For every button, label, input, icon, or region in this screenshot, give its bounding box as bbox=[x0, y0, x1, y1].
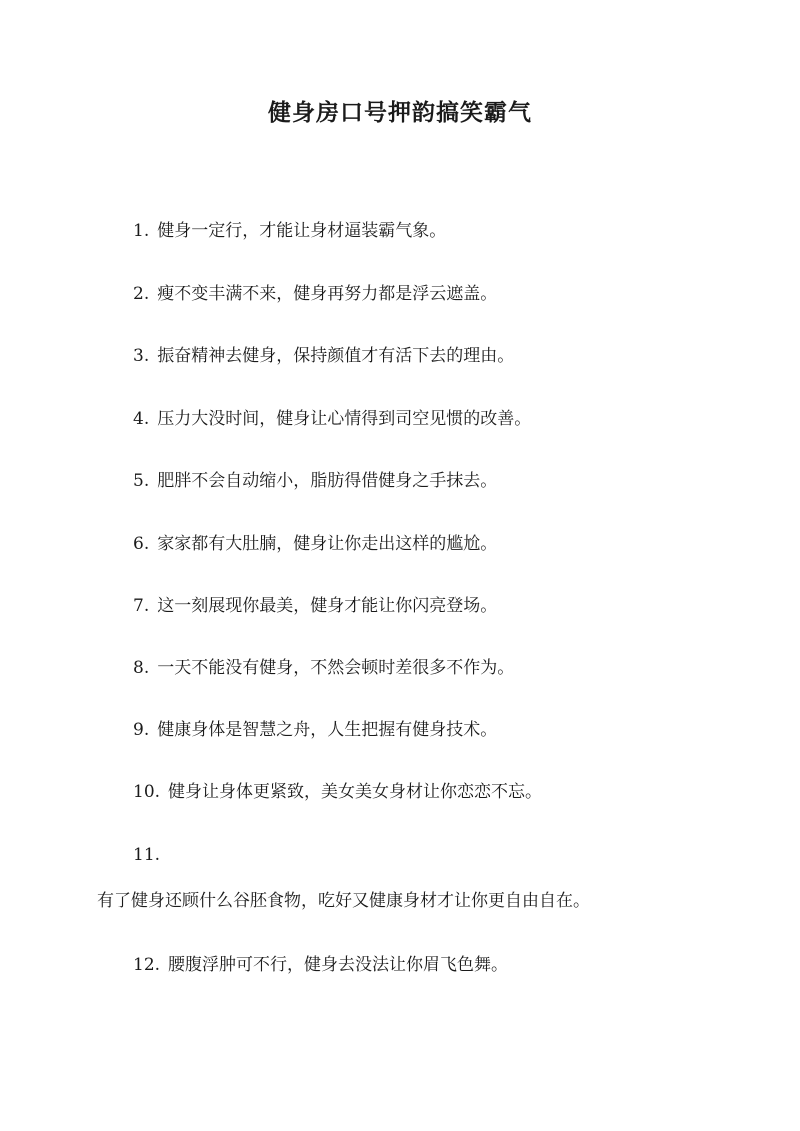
item-number: 12. bbox=[133, 955, 161, 975]
list-item bbox=[133, 407, 531, 431]
item-number: 4. bbox=[133, 409, 150, 429]
item-number: 9. bbox=[133, 720, 150, 740]
document-title: 健身房口号押韵搞笑霸气 bbox=[268, 99, 532, 126]
item-text: 压力大没时间，健身让心情得到司空见惯的改善。 bbox=[157, 409, 532, 429]
list-item bbox=[133, 219, 446, 243]
item-text: 健康身体是智慧之舟，人生把握有健身技术。 bbox=[157, 720, 498, 740]
list-item bbox=[133, 718, 497, 742]
item-text: 振奋精神去健身，保持颜值才有活下去的理由。 bbox=[157, 346, 515, 366]
item-number: 11. bbox=[133, 845, 161, 865]
item-text: 这一刻展现你最美，健身才能让你闪亮登场。 bbox=[157, 596, 498, 616]
item-number: 7. bbox=[133, 596, 150, 616]
item-number: 2. bbox=[133, 284, 150, 304]
item-text: 有了健身还顾什么谷胚食物，吃好又健康身材才让你更自由自在。 bbox=[97, 891, 590, 911]
item-text: 一天不能没有健身，不然会顿时差很多不作为。 bbox=[157, 658, 515, 678]
list-item bbox=[133, 282, 497, 306]
list-item bbox=[133, 469, 497, 493]
item-text: 家家都有大肚腩，健身让你走出这样的尴尬。 bbox=[157, 534, 498, 554]
list-item bbox=[133, 656, 514, 680]
item-text: 健身一定行，才能让身材逼装霸气象。 bbox=[157, 221, 447, 241]
item-text: 肥胖不会自动缩小，脂肪得借健身之手抹去。 bbox=[157, 471, 498, 491]
item-number: 1. bbox=[133, 221, 150, 241]
item-text: 健身让身体更紧致，美女美女身材让你恋恋不忘。 bbox=[168, 782, 543, 802]
item-number: 3. bbox=[133, 346, 150, 366]
list-item bbox=[133, 780, 542, 804]
item-text: 瘦不变丰满不来，健身再努力都是浮云遮盖。 bbox=[157, 284, 498, 304]
item-number: 5. bbox=[133, 471, 150, 491]
item-number: 10. bbox=[133, 782, 161, 802]
list-item bbox=[133, 594, 497, 618]
list-item bbox=[133, 953, 508, 977]
list-item bbox=[133, 532, 497, 556]
item-number: 8. bbox=[133, 658, 150, 678]
list-item bbox=[133, 344, 514, 368]
item-number: 6. bbox=[133, 534, 150, 554]
item-text: 腰腹浮肿可不行，健身去没法让你眉飞色舞。 bbox=[168, 955, 509, 975]
